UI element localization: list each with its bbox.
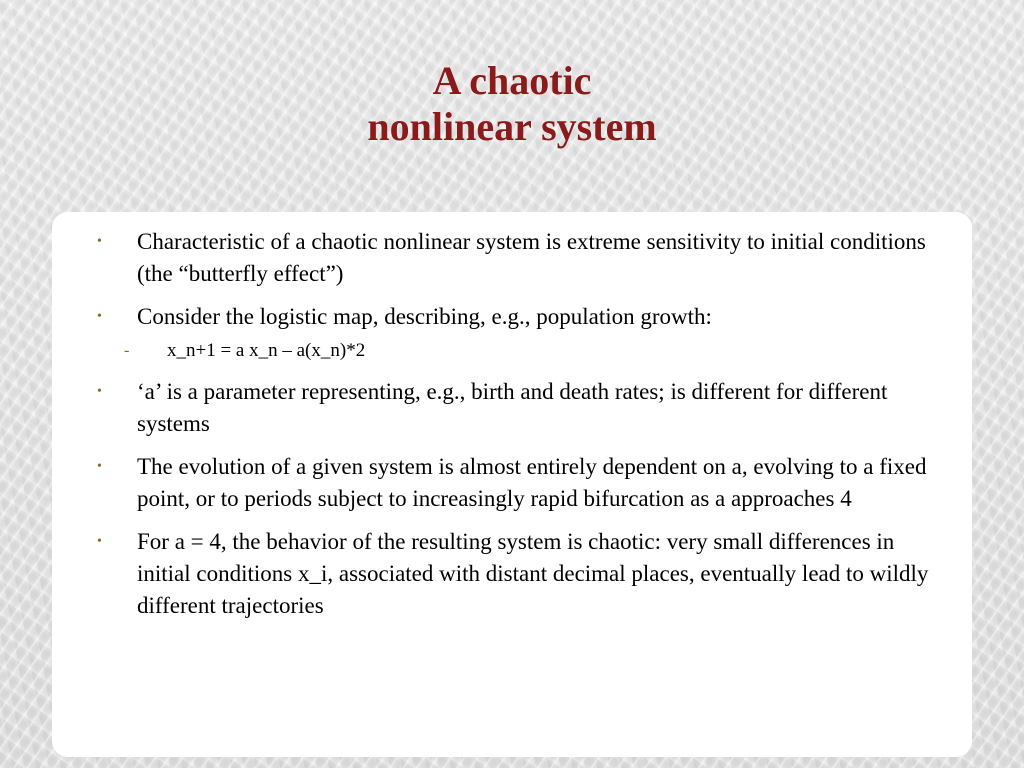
bullet-marker-icon: •	[97, 534, 102, 549]
bullet-text: Consider the logistic map, describing, e.g., population growth:	[137, 304, 712, 329]
bullet-marker-icon: •	[97, 309, 102, 324]
content-panel	[52, 212, 972, 757]
bullet-item-sensitivity	[52, 226, 972, 290]
slide-title-line-2: nonlinear system	[367, 104, 657, 149]
bullet-marker-icon: •	[97, 234, 102, 249]
equation-text: x_n+1 = a x_n – a(x_n)*2	[167, 340, 366, 361]
bullet-item-chaotic-behavior	[52, 526, 972, 622]
bullet-item-parameter	[52, 376, 972, 440]
bullet-text: The evolution of a given system is almost entirely dependent on a, evolving to a fixed point, or to periods subject to increasingly rapid bifurcation as a approaches 4	[137, 454, 927, 511]
sub-bullet-item-equation	[52, 338, 972, 364]
bullet-text: Characteristic of a chaotic nonlinear system is extreme sensitivity to initial conditions (the “butterfly effect”)	[137, 229, 926, 286]
bullet-text: ‘a’ is a parameter representing, e.g., birth and death rates; is different for different systems	[137, 379, 888, 436]
bullet-marker-icon: •	[97, 459, 102, 474]
dash-marker-icon: -	[124, 342, 130, 359]
bullet-text: For a = 4, the behavior of the resulting system is chaotic: very small differences in initial conditions x_i, associated with distant decimal places, eventually lead to wildly different trajectories	[137, 529, 929, 618]
slide-title-line-1: A chaotic	[432, 58, 592, 103]
bullet-marker-icon: •	[97, 384, 102, 399]
slide-title	[0, 58, 1024, 150]
bullet-item-logistic-map	[52, 301, 972, 333]
bullet-item-evolution	[52, 451, 972, 515]
bullet-list	[52, 226, 972, 633]
